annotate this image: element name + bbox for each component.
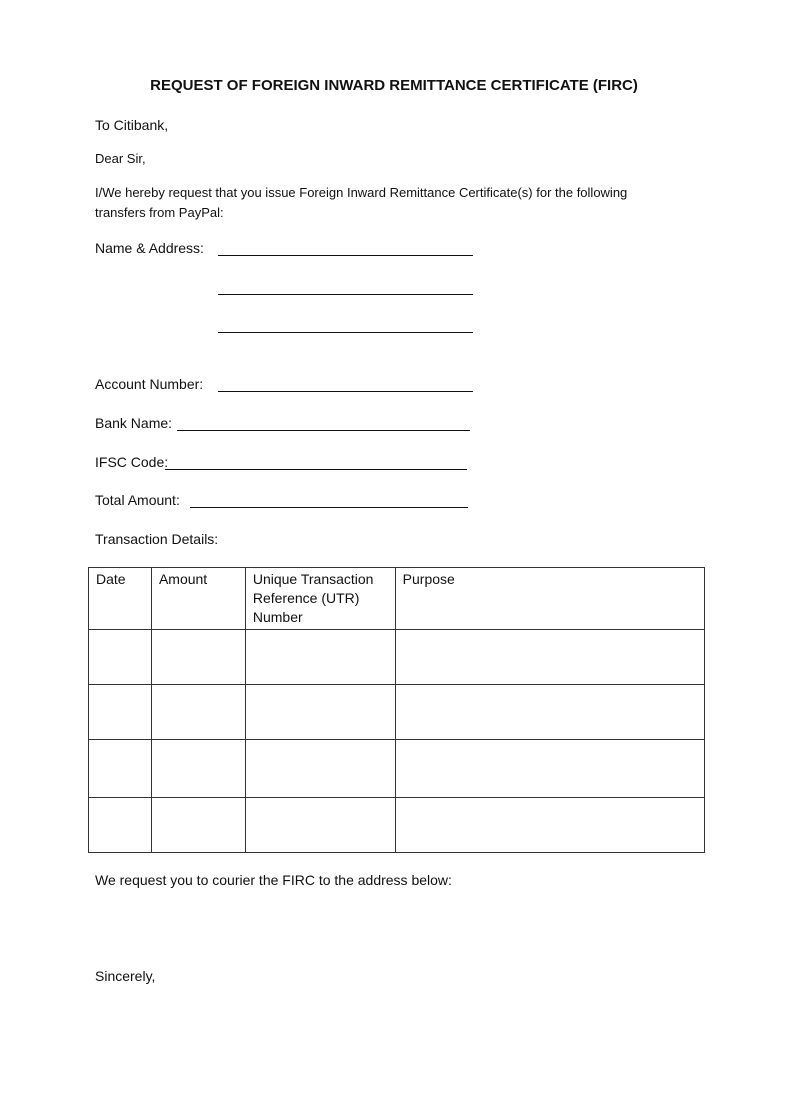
cell-amount[interactable] bbox=[151, 798, 245, 853]
cell-date[interactable] bbox=[89, 740, 152, 798]
closing: Sincerely, bbox=[95, 968, 156, 984]
addressee: To Citibank, bbox=[95, 117, 169, 133]
cell-date[interactable] bbox=[89, 630, 152, 685]
table-row bbox=[89, 740, 705, 798]
cell-purpose[interactable] bbox=[395, 630, 704, 685]
cell-purpose[interactable] bbox=[395, 740, 704, 798]
cell-utr[interactable] bbox=[245, 685, 395, 740]
cell-utr[interactable] bbox=[245, 798, 395, 853]
cell-purpose[interactable] bbox=[395, 798, 704, 853]
account-number-label: Account Number: bbox=[95, 376, 204, 392]
ifsc-code-label: IFSC Code: bbox=[95, 454, 169, 470]
bank-name-label: Bank Name: bbox=[95, 415, 173, 431]
transaction-details-label: Transaction Details: bbox=[95, 531, 219, 547]
table-row bbox=[89, 798, 705, 853]
name-address-line-1[interactable] bbox=[218, 255, 473, 256]
name-address-label: Name & Address: bbox=[95, 240, 204, 256]
salutation: Dear Sir, bbox=[95, 151, 146, 166]
cell-amount[interactable] bbox=[151, 685, 245, 740]
request-text-line-1: I/We hereby request that you issue Foreign Inward Remittance Certificate(s) for the following bbox=[95, 185, 628, 200]
name-address-line-3[interactable] bbox=[218, 332, 473, 333]
ifsc-code-line[interactable] bbox=[165, 469, 467, 470]
request-text-line-2: transfers from PayPal: bbox=[95, 205, 224, 220]
cell-utr[interactable] bbox=[245, 630, 395, 685]
courier-request-text: We request you to courier the FIRC to the address below: bbox=[95, 872, 452, 888]
table-row bbox=[89, 685, 705, 740]
header-amount: Amount bbox=[151, 568, 245, 630]
cell-amount[interactable] bbox=[151, 630, 245, 685]
total-amount-line[interactable] bbox=[190, 507, 468, 508]
cell-date[interactable] bbox=[89, 798, 152, 853]
cell-date[interactable] bbox=[89, 685, 152, 740]
cell-purpose[interactable] bbox=[395, 685, 704, 740]
header-date: Date bbox=[89, 568, 152, 630]
cell-amount[interactable] bbox=[151, 740, 245, 798]
header-utr-line-1: Unique Transaction bbox=[252, 571, 374, 587]
table-row bbox=[89, 630, 705, 685]
total-amount-label: Total Amount: bbox=[95, 492, 180, 508]
header-purpose: Purpose bbox=[395, 568, 704, 630]
document-title: REQUEST OF FOREIGN INWARD REMITTANCE CERTIFICATE (FIRC) bbox=[150, 77, 638, 94]
header-utr bbox=[245, 568, 395, 630]
table-header-row bbox=[89, 568, 705, 630]
cell-utr[interactable] bbox=[245, 740, 395, 798]
header-utr-line-3: Number bbox=[252, 609, 303, 625]
name-address-line-2[interactable] bbox=[218, 294, 473, 295]
transaction-table bbox=[88, 567, 705, 853]
bank-name-line[interactable] bbox=[177, 430, 470, 431]
account-number-line[interactable] bbox=[218, 391, 473, 392]
header-utr-line-2: Reference (UTR) bbox=[252, 590, 360, 606]
